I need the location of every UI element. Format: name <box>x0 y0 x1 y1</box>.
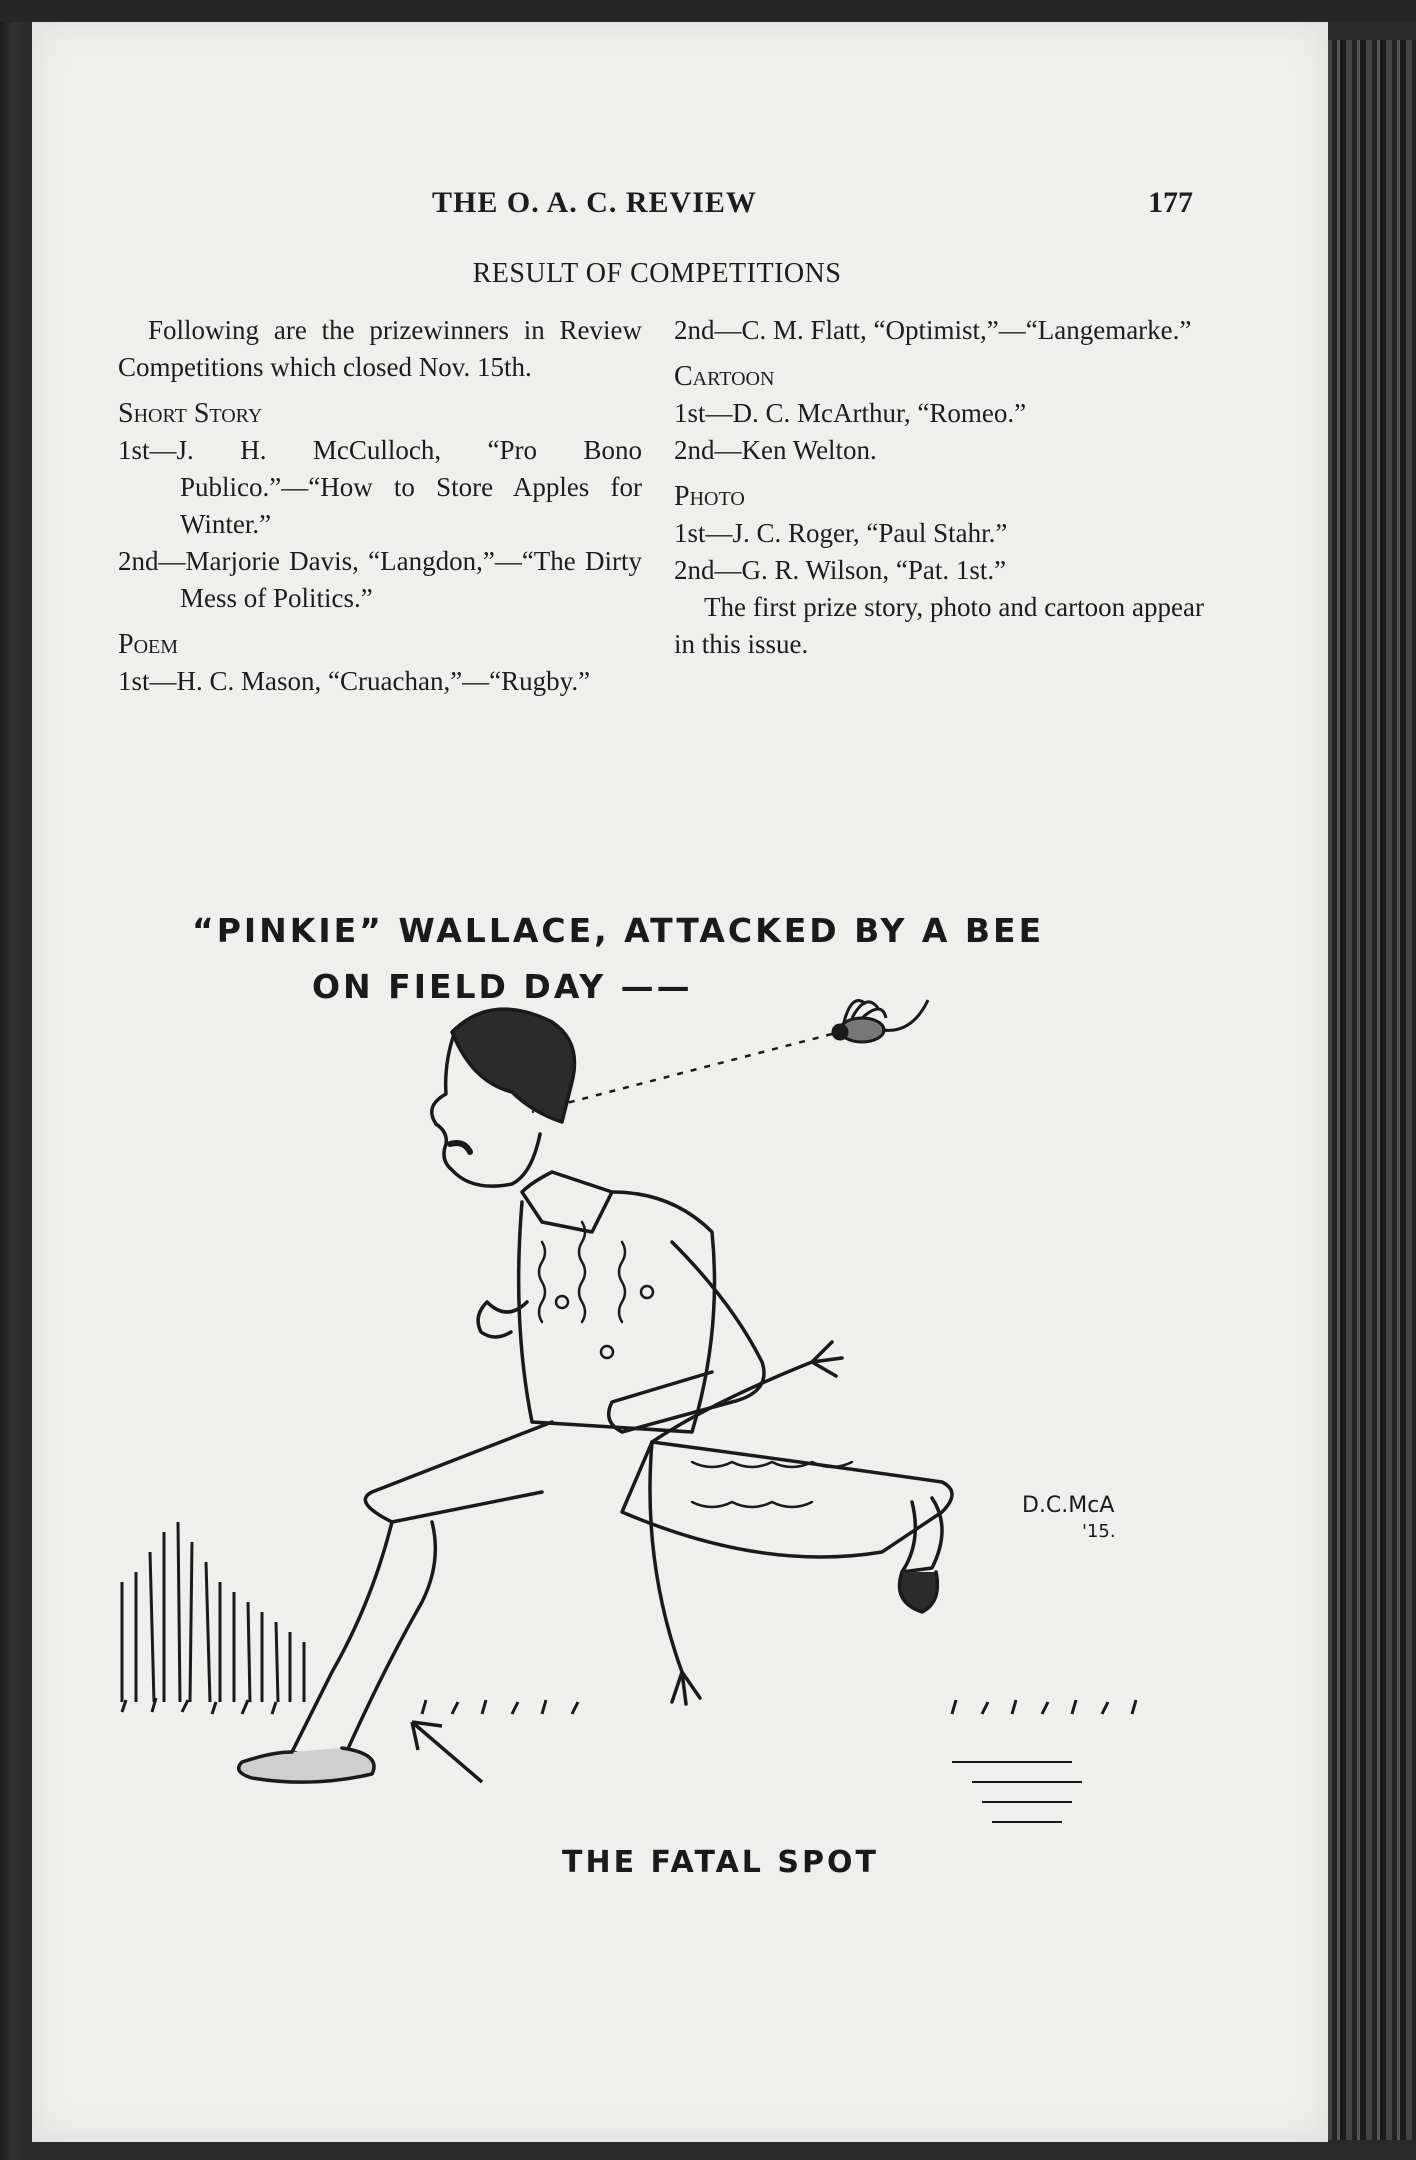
fatal-spot-label: THE FATAL SPOT <box>562 1845 879 1880</box>
book-page-edges <box>1326 40 1416 2140</box>
photo-second: 2nd—G. R. Wilson, “Pat. 1st.” <box>674 555 1007 585</box>
artist-signature-year: '15. <box>1082 1521 1116 1542</box>
artist-signature: D.C.McA <box>1022 1493 1115 1518</box>
cartoon-caption-line2: ON FIELD DAY —— <box>312 967 693 1006</box>
photo-heading: Photo <box>674 481 745 512</box>
short-story-heading: Short Story <box>118 398 263 429</box>
cartoon-caption-line1: “PINKIE” WALLACE, ATTACKED BY A BEE <box>192 911 1045 950</box>
closing-paragraph: The first prize story, photo and cartoon appear in this issue. <box>674 592 1204 659</box>
bee-icon <box>833 1000 928 1042</box>
poem-heading: Poem <box>118 629 179 660</box>
cartoon-heading: Cartoon <box>674 361 775 392</box>
running-man-figure <box>239 1009 952 1782</box>
intro-paragraph: Following are the prizewinners in Review Competitions which closed Nov. 15th. <box>118 315 642 382</box>
poem-first: 1st—H. C. Mason, “Cruachan,”—“Rugby.” <box>118 666 591 696</box>
photo-first: 1st—J. C. Roger, “Paul Stahr.” <box>674 518 1008 548</box>
right-column <box>674 312 1204 663</box>
cartoon-illustration <box>92 882 1252 1922</box>
poem-second: 2nd—C. M. Flatt, “Optimist,”—“Langemarke.” <box>674 315 1192 345</box>
page-number: 177 <box>1148 186 1193 219</box>
cartoon-first: 1st—D. C. McArthur, “Romeo.” <box>674 398 1027 428</box>
running-head: THE O. A. C. REVIEW <box>432 186 757 219</box>
short-story-first: 1st—J. H. McCulloch, “Pro Bono Publico.”—“How to Store Apples for Winter.” <box>118 435 642 539</box>
short-story-second: 2nd—Marjorie Davis, “Langdon,”—“The Dirty Mess of Politics.” <box>118 546 642 613</box>
printed-page <box>32 22 1328 2142</box>
cartoon-second: 2nd—Ken Welton. <box>674 435 877 465</box>
bee-flight-path <box>532 1034 832 1112</box>
left-column <box>118 312 642 700</box>
article-title: RESULT OF COMPETITIONS <box>472 258 842 289</box>
fatal-spot-arrow-icon <box>412 1722 482 1782</box>
scan-top-edge <box>0 0 1416 22</box>
